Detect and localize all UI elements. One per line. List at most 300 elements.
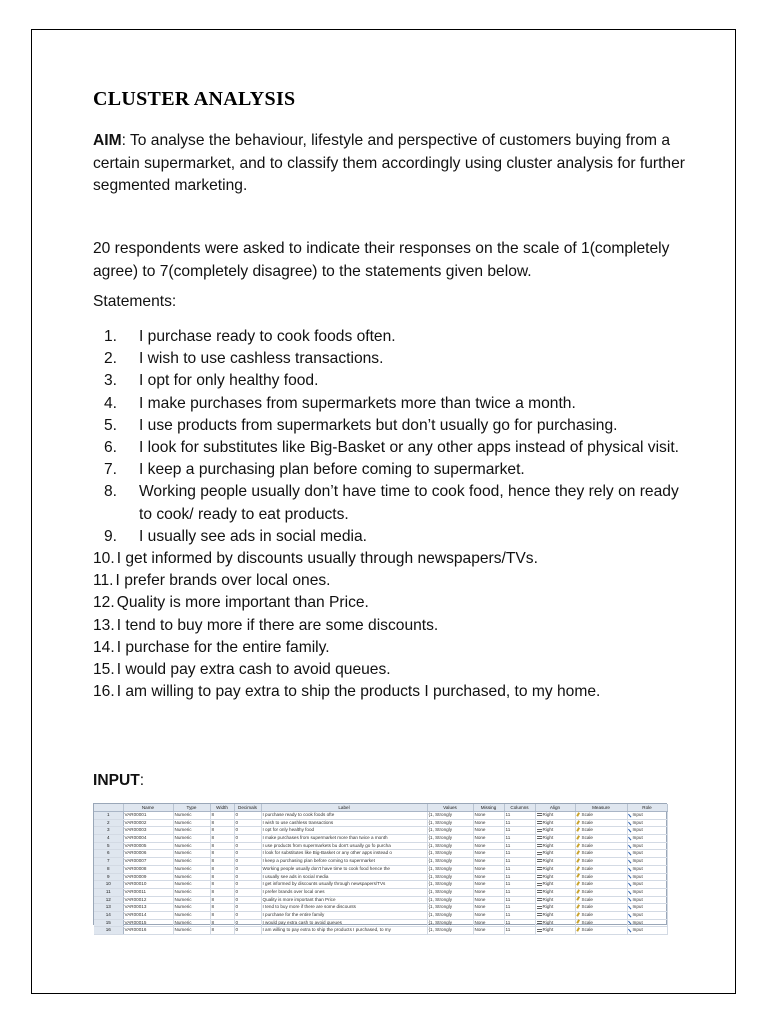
statement-number: 1. [103, 328, 117, 345]
statement-number: 5. [103, 416, 117, 434]
decimals-cell: 0 [234, 888, 261, 896]
statement-text: I prefer brands over local ones. [115, 572, 331, 590]
missing-cell: None [473, 858, 504, 866]
name-cell: VAR00012 [123, 896, 173, 904]
align-right-icon [537, 867, 542, 870]
align-cell [535, 819, 575, 827]
name-cell: VAR00007 [123, 858, 173, 866]
table-row [94, 819, 667, 827]
type-cell: Numeric [173, 927, 210, 935]
align-right-icon [537, 829, 542, 832]
row-number-cell: 13 [94, 904, 123, 912]
row-number-cell: 14 [94, 911, 123, 919]
table-row [94, 827, 667, 835]
missing-cell: None [473, 850, 504, 858]
statement-number: 7. [103, 461, 117, 479]
label-cell: I use products from supermarkets bu don't usually go fo purcha [261, 842, 427, 850]
decimals-cell: 0 [234, 842, 261, 850]
measure-cell [575, 873, 627, 881]
decimals-cell: 0 [234, 881, 261, 889]
statement-number: 3. [103, 372, 117, 390]
ruler-icon [576, 820, 581, 825]
align-cell [535, 812, 575, 820]
align-cell-text: Right [542, 842, 554, 848]
columns-cell: 11 [504, 865, 535, 873]
variable-view-header-row [94, 804, 667, 812]
table-row [94, 888, 667, 896]
ruler-icon [576, 904, 581, 909]
name-cell: VAR00011 [123, 888, 173, 896]
decimals-cell: 0 [234, 896, 261, 904]
measure-cell [575, 927, 627, 935]
column-header: Missing [473, 804, 504, 812]
type-cell: Numeric [173, 865, 210, 873]
missing-cell: None [473, 881, 504, 889]
missing-cell: None [473, 842, 504, 850]
row-number-cell: 5 [94, 842, 123, 850]
type-cell: Numeric [173, 896, 210, 904]
type-cell: Numeric [173, 881, 210, 889]
decimals-cell: 0 [234, 812, 261, 820]
measure-cell-text: Scale [581, 881, 593, 887]
role-cell-text: Input [632, 919, 643, 925]
values-cell: {1, Strongly [427, 835, 473, 843]
values-cell: {1, Strongly [427, 812, 473, 820]
role-cell-text: Input [632, 842, 643, 848]
values-cell: {1, Strongly [427, 896, 473, 904]
decimals-cell: 0 [234, 865, 261, 873]
width-cell: 8 [210, 881, 234, 889]
statement-item [93, 326, 693, 348]
row-number-cell: 9 [94, 873, 123, 881]
measure-cell [575, 819, 627, 827]
role-cell-text: Input [632, 858, 643, 864]
type-cell: Numeric [173, 819, 210, 827]
column-header [94, 804, 123, 812]
align-cell-text: Right [542, 911, 554, 917]
statement-item [93, 681, 693, 703]
align-cell-text: Right [542, 927, 554, 933]
ruler-icon [576, 889, 581, 894]
measure-cell [575, 850, 627, 858]
type-cell: Numeric [173, 919, 210, 927]
statement-text: Working people usually don’t have time to cook food, hence they rely on ready to cook/ ready to eat products. [139, 483, 679, 523]
missing-cell: None [473, 927, 504, 935]
columns-cell: 11 [504, 919, 535, 927]
table-row [94, 911, 667, 919]
decimals-cell: 0 [234, 819, 261, 827]
role-cell [627, 881, 667, 889]
label-cell: I usually see ads in social media [261, 873, 427, 881]
label-cell: I prefer brands over local ones [261, 888, 427, 896]
missing-cell: None [473, 873, 504, 881]
row-number-cell: 10 [94, 881, 123, 889]
name-cell: VAR00006 [123, 850, 173, 858]
name-cell: VAR00005 [123, 842, 173, 850]
name-cell: VAR00016 [123, 927, 173, 935]
align-cell-text: Right [542, 858, 554, 864]
role-cell-text: Input [632, 911, 643, 917]
label-cell: I look for substitutes like Big-Basket or any other apps instead o [261, 850, 427, 858]
align-right-icon [537, 836, 542, 839]
variable-view-table [94, 804, 668, 935]
label-cell: I tend to buy more if there are some discounts [261, 904, 427, 912]
label-cell: I would pay extra cash to avoid queues [261, 919, 427, 927]
align-cell [535, 896, 575, 904]
measure-cell-text: Scale [581, 819, 593, 825]
column-header: Align [535, 804, 575, 812]
ruler-icon [576, 897, 581, 902]
measure-cell [575, 888, 627, 896]
missing-cell: None [473, 919, 504, 927]
statement-text: I would pay extra cash to avoid queues. [116, 661, 391, 679]
statement-text: I wish to use cashless transactions. [139, 350, 384, 368]
columns-cell: 11 [504, 812, 535, 820]
align-right-icon [537, 875, 542, 878]
statement-item [93, 637, 693, 659]
table-row [94, 904, 667, 912]
role-cell [627, 842, 667, 850]
role-cell-text: Input [632, 873, 643, 879]
statement-item [93, 570, 693, 592]
align-right-icon [537, 813, 542, 816]
spss-variable-view-screenshot [93, 803, 667, 933]
columns-cell: 11 [504, 835, 535, 843]
values-cell: {1, Strongly [427, 827, 473, 835]
width-cell: 8 [210, 819, 234, 827]
input-heading [93, 772, 144, 790]
row-number-cell: 15 [94, 919, 123, 927]
statement-text: I am willing to pay extra to ship the products I purchased, to my home. [116, 683, 601, 701]
role-cell [627, 873, 667, 881]
measure-cell [575, 858, 627, 866]
align-cell-text: Right [542, 904, 554, 910]
decimals-cell: 0 [234, 904, 261, 912]
decimals-cell: 0 [234, 835, 261, 843]
label-cell: I wish to use cashless transactions [261, 819, 427, 827]
align-cell [535, 842, 575, 850]
measure-cell-text: Scale [581, 865, 593, 871]
statement-item [93, 526, 693, 548]
input-colon: : [139, 772, 145, 789]
columns-cell: 11 [504, 911, 535, 919]
table-row [94, 835, 667, 843]
align-cell [535, 911, 575, 919]
statement-number: 13. [93, 616, 115, 634]
align-cell-text: Right [542, 873, 554, 879]
statement-text: I keep a purchasing plan before coming to supermarket. [139, 461, 525, 479]
statement-item [93, 481, 693, 525]
role-cell [627, 919, 667, 927]
values-cell: {1, Strongly [427, 911, 473, 919]
role-cell [627, 927, 667, 935]
statement-text: I usually see ads in social media. [139, 527, 367, 545]
measure-cell [575, 896, 627, 904]
values-cell: {1, Strongly [427, 842, 473, 850]
table-row [94, 927, 667, 935]
decimals-cell: 0 [234, 919, 261, 927]
columns-cell: 11 [504, 888, 535, 896]
row-number-cell: 7 [94, 858, 123, 866]
ruler-icon [576, 812, 581, 817]
table-row [94, 919, 667, 927]
values-cell: {1, Strongly [427, 888, 473, 896]
width-cell: 8 [210, 873, 234, 881]
row-number-cell: 11 [94, 888, 123, 896]
table-row [94, 850, 667, 858]
width-cell: 8 [210, 927, 234, 935]
columns-cell: 11 [504, 873, 535, 881]
width-cell: 8 [210, 812, 234, 820]
statement-item [93, 548, 693, 570]
ruler-icon [576, 866, 581, 871]
statement-number: 9. [103, 527, 117, 545]
decimals-cell: 0 [234, 927, 261, 935]
aim-label: AIM [93, 132, 122, 149]
statement-number: 11. [93, 572, 114, 590]
align-right-icon [537, 929, 542, 932]
measure-cell-text: Scale [581, 835, 593, 841]
columns-cell: 11 [504, 904, 535, 912]
align-cell-text: Right [542, 888, 554, 894]
decimals-cell: 0 [234, 858, 261, 866]
missing-cell: None [473, 827, 504, 835]
name-cell: VAR00004 [123, 835, 173, 843]
measure-cell [575, 835, 627, 843]
values-cell: {1, Strongly [427, 919, 473, 927]
label-cell: I purchase ready to cook foods ofte [261, 812, 427, 820]
label-cell: Working people usually don't have time to cook food hence the [261, 865, 427, 873]
statement-text: I tend to buy more if there are some discounts. [116, 616, 439, 634]
align-right-icon [537, 898, 542, 901]
measure-cell-text: Scale [581, 842, 593, 848]
table-row [94, 873, 667, 881]
measure-cell-text: Scale [581, 888, 593, 894]
width-cell: 8 [210, 858, 234, 866]
label-cell: Quality is more important than Price [261, 896, 427, 904]
columns-cell: 11 [504, 850, 535, 858]
measure-cell [575, 842, 627, 850]
statement-item [93, 415, 693, 437]
columns-cell: 11 [504, 896, 535, 904]
name-cell: VAR00013 [123, 904, 173, 912]
statement-text: I purchase for the entire family. [116, 638, 330, 656]
statement-number: 14. [93, 638, 115, 656]
missing-cell: None [473, 812, 504, 820]
width-cell: 8 [210, 888, 234, 896]
role-cell [627, 896, 667, 904]
align-right-icon [537, 906, 542, 909]
missing-cell: None [473, 911, 504, 919]
statement-item [93, 393, 693, 415]
measure-cell-text: Scale [581, 896, 593, 902]
role-cell [627, 827, 667, 835]
document-title: CLUSTER ANALYSIS [93, 88, 296, 110]
align-cell [535, 865, 575, 873]
role-cell-text: Input [632, 819, 643, 825]
ruler-icon [576, 835, 581, 840]
ruler-icon [576, 858, 581, 863]
missing-cell: None [473, 888, 504, 896]
role-cell-text: Input [632, 904, 643, 910]
row-number-cell: 1 [94, 812, 123, 820]
aim-text: : To analyse the behaviour, lifestyle and perspective of customers buying from a certain supermarket, and to classify them accordingly using cluster analysis for further segmented marketing. [93, 132, 685, 194]
align-cell-text: Right [542, 896, 554, 902]
width-cell: 8 [210, 896, 234, 904]
align-cell-text: Right [542, 850, 554, 856]
statement-text: Quality is more important than Price. [116, 594, 369, 612]
align-cell-text: Right [542, 812, 554, 818]
measure-cell-text: Scale [581, 911, 593, 917]
role-cell [627, 850, 667, 858]
table-row [94, 896, 667, 904]
row-number-cell: 3 [94, 827, 123, 835]
align-cell [535, 850, 575, 858]
align-cell-text: Right [542, 881, 554, 887]
table-row [94, 881, 667, 889]
decimals-cell: 0 [234, 873, 261, 881]
role-cell [627, 911, 667, 919]
align-right-icon [537, 859, 542, 862]
measure-cell [575, 904, 627, 912]
statement-number: 15. [93, 661, 115, 679]
align-right-icon [537, 913, 542, 916]
measure-cell [575, 911, 627, 919]
column-header: Width [210, 804, 234, 812]
ruler-icon [576, 912, 581, 917]
missing-cell: None [473, 896, 504, 904]
role-cell-text: Input [632, 850, 643, 856]
statement-text: I use products from supermarkets but don’t usually go for purchasing. [139, 416, 618, 434]
name-cell: VAR00009 [123, 873, 173, 881]
statement-item [93, 459, 693, 481]
role-cell [627, 904, 667, 912]
statement-item [93, 348, 693, 370]
width-cell: 8 [210, 827, 234, 835]
label-cell: I keep a purchasing plan before coming to supermarket [261, 858, 427, 866]
role-cell-text: Input [632, 812, 643, 818]
statement-text: I get informed by discounts usually through newspapers/TVs. [116, 550, 538, 568]
align-cell-text: Right [542, 919, 554, 925]
align-cell [535, 835, 575, 843]
name-cell: VAR00014 [123, 911, 173, 919]
row-number-cell: 2 [94, 819, 123, 827]
decimals-cell: 0 [234, 850, 261, 858]
name-cell: VAR00008 [123, 865, 173, 873]
values-cell: {1, Strongly [427, 858, 473, 866]
row-number-cell: 4 [94, 835, 123, 843]
label-cell: I make purchases from supermarket more than twice a month [261, 835, 427, 843]
width-cell: 8 [210, 865, 234, 873]
ruler-icon [576, 851, 581, 856]
statement-item [93, 615, 693, 637]
align-cell-text: Right [542, 835, 554, 841]
table-row [94, 842, 667, 850]
ruler-icon [576, 920, 581, 925]
column-header: Columns [504, 804, 535, 812]
statement-number: 8. [103, 483, 117, 501]
align-right-icon [537, 821, 542, 824]
align-right-icon [537, 921, 542, 924]
align-cell [535, 888, 575, 896]
label-cell: I purchase for the entire family [261, 911, 427, 919]
measure-cell [575, 919, 627, 927]
table-row [94, 858, 667, 866]
measure-cell-text: Scale [581, 919, 593, 925]
role-cell-text: Input [632, 896, 643, 902]
row-number-cell: 8 [94, 865, 123, 873]
width-cell: 8 [210, 911, 234, 919]
columns-cell: 11 [504, 842, 535, 850]
role-cell-text: Input [632, 835, 643, 841]
name-cell: VAR00002 [123, 819, 173, 827]
role-cell-text: Input [632, 888, 643, 894]
statement-item [93, 659, 693, 681]
column-header: Type [173, 804, 210, 812]
statements-list [93, 326, 693, 703]
role-cell [627, 858, 667, 866]
column-header: Decimals [234, 804, 261, 812]
name-cell: VAR00010 [123, 881, 173, 889]
statement-text: I look for substitutes like Big-Basket or any other apps instead of physical visit. [139, 439, 679, 457]
values-cell: {1, Strongly [427, 819, 473, 827]
column-header: Label [261, 804, 427, 812]
measure-cell [575, 865, 627, 873]
type-cell: Numeric [173, 827, 210, 835]
values-cell: {1, Strongly [427, 850, 473, 858]
measure-cell [575, 827, 627, 835]
role-cell [627, 835, 667, 843]
statement-number: 16. [93, 683, 115, 701]
aim-paragraph [93, 130, 693, 198]
columns-cell: 11 [504, 827, 535, 835]
statement-number: 12. [93, 594, 115, 612]
statements-heading: Statements: [93, 293, 177, 310]
missing-cell: None [473, 835, 504, 843]
ruler-icon [576, 843, 581, 848]
align-right-icon [537, 883, 542, 886]
role-cell [627, 865, 667, 873]
statement-number: 2. [103, 350, 117, 368]
ruler-icon [576, 827, 581, 832]
statement-text: I purchase ready to cook foods often. [139, 328, 396, 345]
label-cell: I opt for only healthy food [261, 827, 427, 835]
row-number-cell: 12 [94, 896, 123, 904]
statement-number: 6. [103, 439, 117, 457]
ruler-icon [576, 881, 581, 886]
missing-cell: None [473, 865, 504, 873]
type-cell: Numeric [173, 904, 210, 912]
align-cell [535, 919, 575, 927]
values-cell: {1, Strongly [427, 873, 473, 881]
align-cell [535, 827, 575, 835]
row-number-cell: 6 [94, 850, 123, 858]
role-cell [627, 819, 667, 827]
column-header: Role [627, 804, 667, 812]
width-cell: 8 [210, 904, 234, 912]
role-cell [627, 888, 667, 896]
statement-number: 4. [103, 394, 117, 412]
measure-cell-text: Scale [581, 827, 593, 833]
align-cell-text: Right [542, 827, 554, 833]
column-header: Measure [575, 804, 627, 812]
width-cell: 8 [210, 919, 234, 927]
type-cell: Numeric [173, 812, 210, 820]
values-cell: {1, Strongly [427, 927, 473, 935]
align-cell [535, 873, 575, 881]
role-cell-text: Input [632, 927, 643, 933]
column-header: Name [123, 804, 173, 812]
